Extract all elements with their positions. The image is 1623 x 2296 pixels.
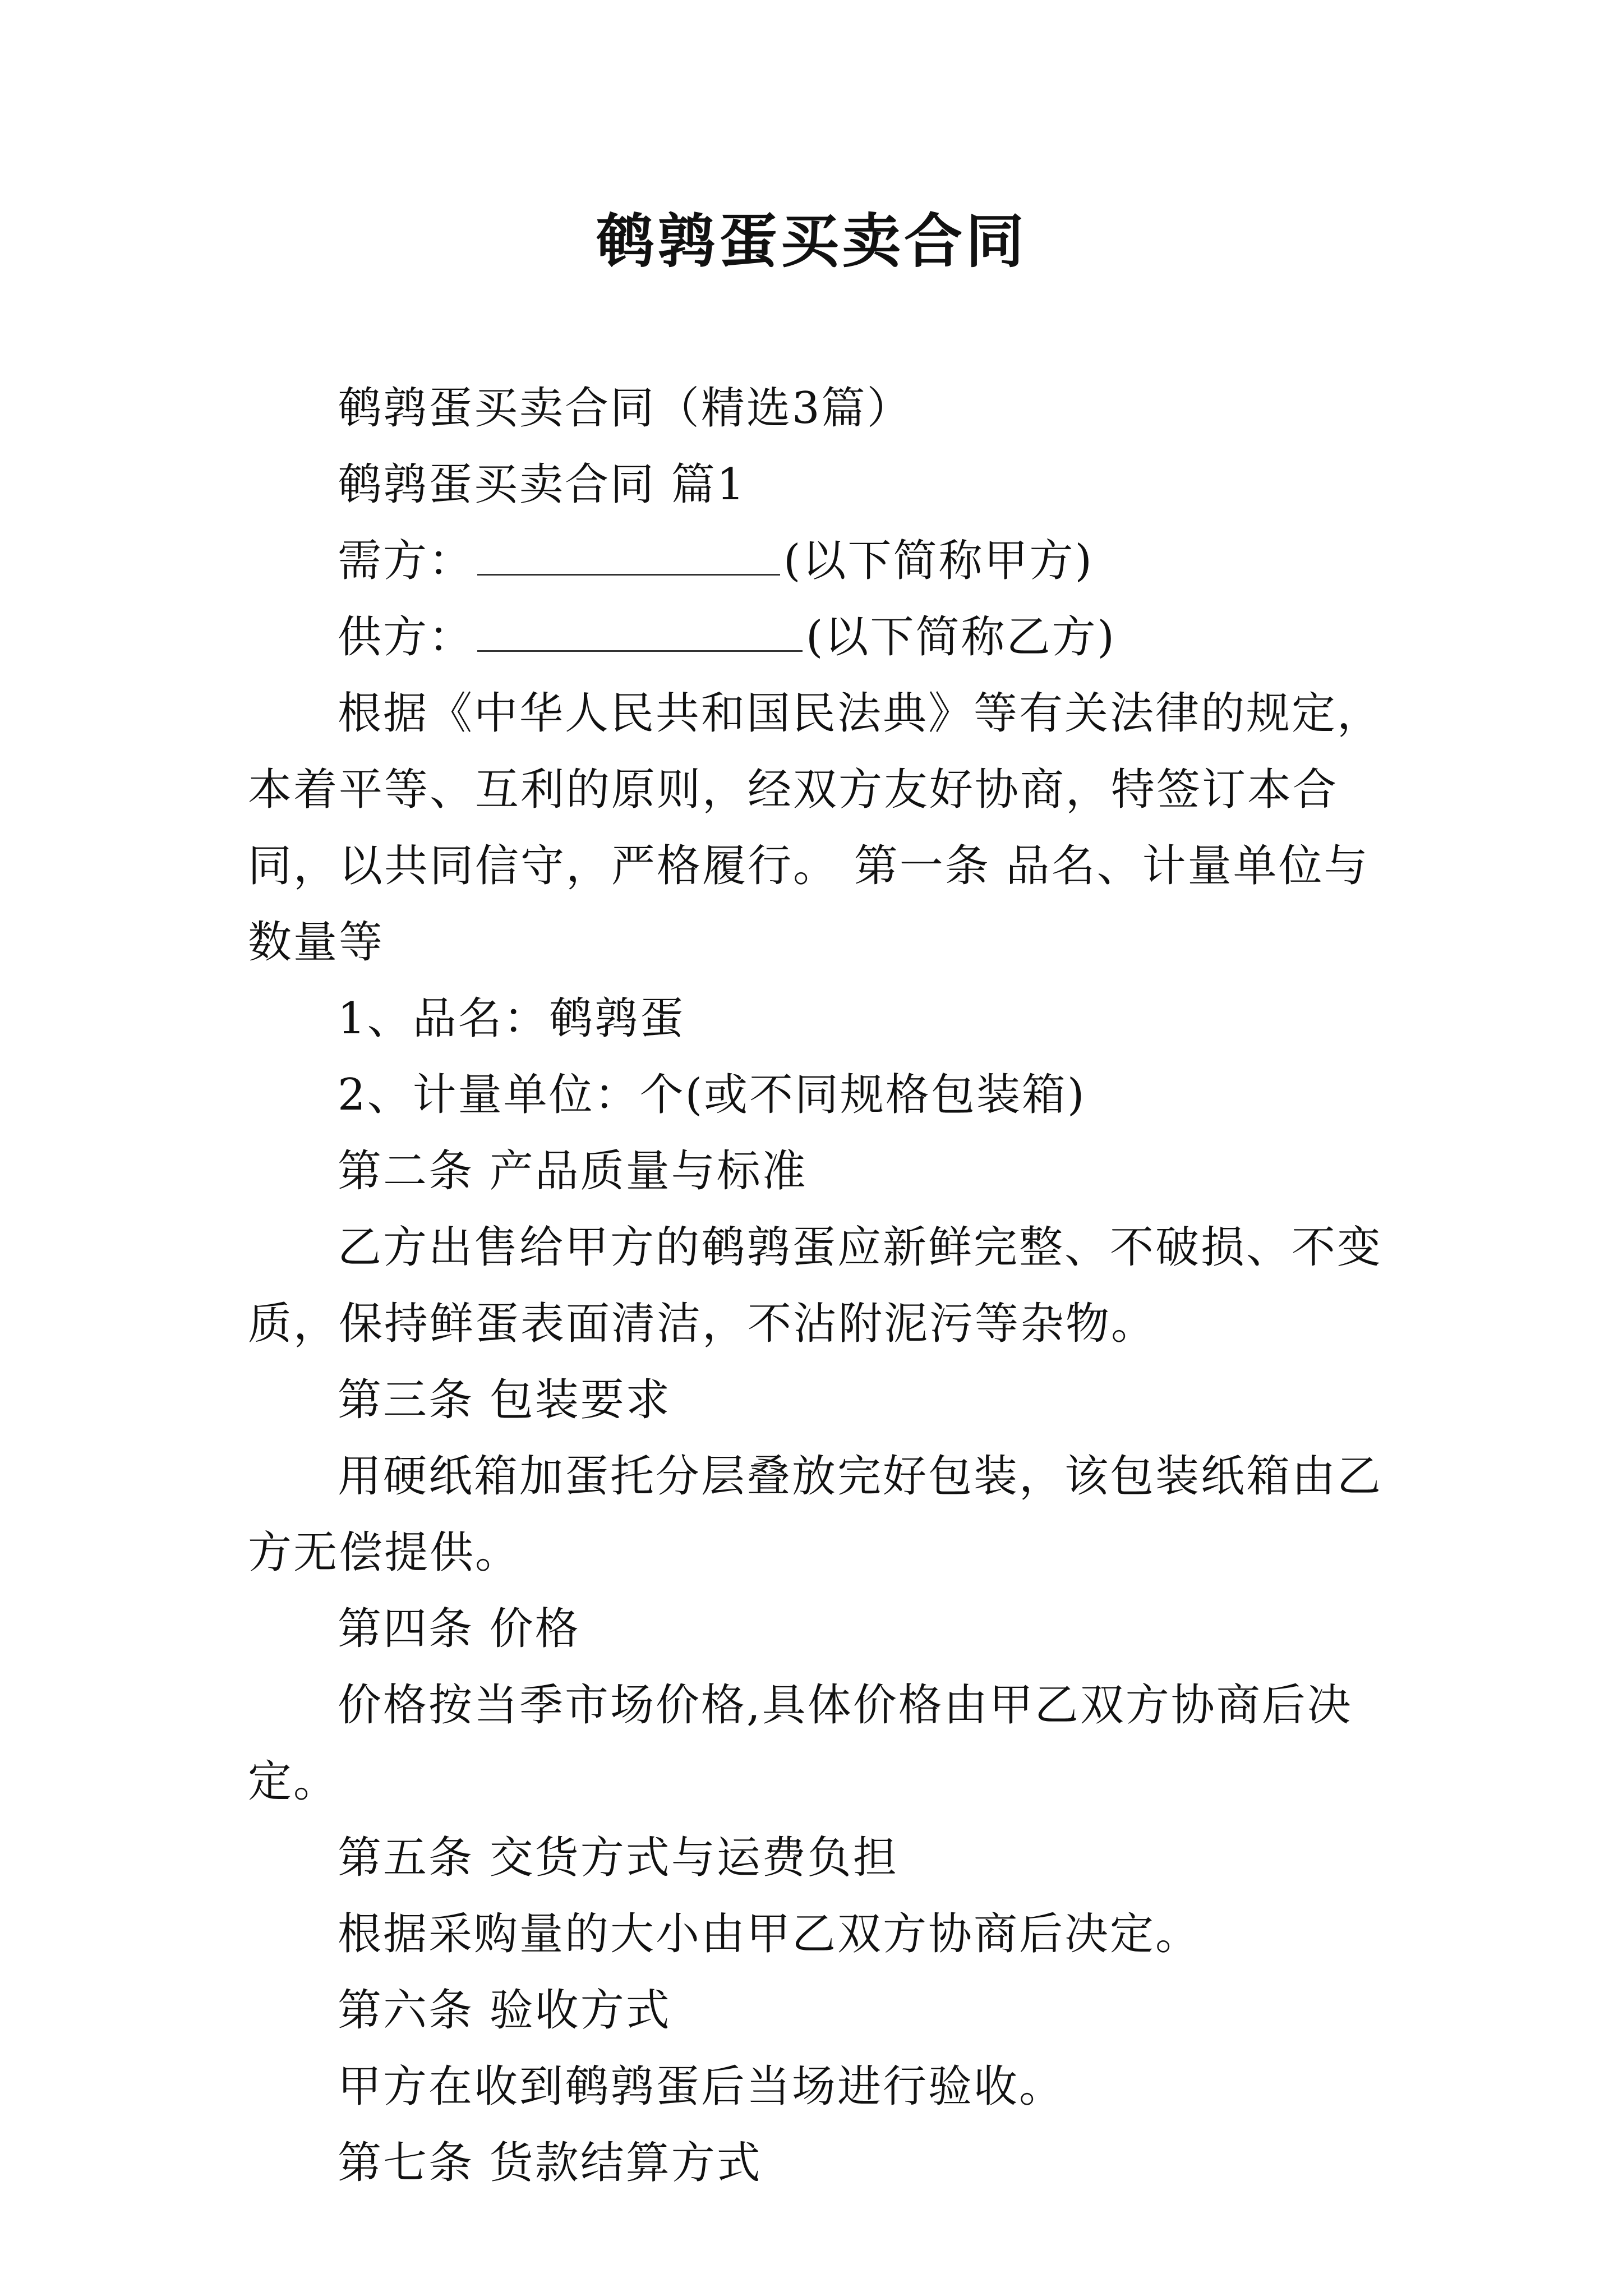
article-6-heading: 第六条 验收方式 — [338, 1985, 671, 2036]
article-5-heading: 第五条 交货方式与运费负担 — [338, 1833, 898, 1883]
article-3-heading: 第三条 包装要求 — [338, 1375, 671, 1425]
paragraph-subtitle: 鹌鹑蛋买卖合同（精选3篇） — [338, 383, 912, 434]
seller-line — [248, 599, 1392, 675]
article-2-body: 乙方出售给甲方的鹌鹑蛋应新鲜完整、不破损、不变质，保持鲜蛋表面清洁，不沾附泥污等杂物。 — [248, 1222, 1383, 1349]
paragraph-preamble: 根据《中华人民共和国民法典》等有关法律的规定，本着平等、互利的原则，经双方友好协商，特签订本合同，以共同信守，严格履行。 第一条 品名、计量单位与数量等 — [248, 688, 1383, 968]
article-7-heading: 第七条 货款结算方式 — [338, 2138, 762, 2188]
buyer-blank-field — [477, 526, 780, 576]
article-4-body: 价格按当季市场价格,具体价格由甲乙双方协商后决定。 — [248, 1680, 1353, 1807]
article-2-heading: 第二条 产品质量与标准 — [338, 1146, 808, 1197]
article-4-heading: 第四条 价格 — [338, 1604, 580, 1654]
paragraph-unit: 2、计量单位：个(或不同规格包装箱) — [338, 1070, 1086, 1120]
article-3-body: 用硬纸箱加蛋托分层叠放完好包装，该包装纸箱由乙方无偿提供。 — [248, 1451, 1383, 1578]
buyer-label: 需方： — [338, 536, 474, 586]
paragraph-product-name: 1、品名：鹌鹑蛋 — [338, 993, 685, 1044]
seller-suffix: (以下简称乙方) — [806, 612, 1116, 662]
document-body — [248, 370, 1392, 2201]
seller-blank-field — [477, 602, 803, 652]
article-5-body: 根据采购量的大小由甲乙双方协商后决定。 — [338, 1909, 1201, 1959]
paragraph-section-heading: 鹌鹑蛋买卖合同 篇1 — [338, 459, 746, 510]
article-6-body: 甲方在收到鹌鹑蛋后当场进行验收。 — [338, 2062, 1065, 2112]
document-title: 鹌鹑蛋买卖合同 — [595, 207, 1027, 275]
buyer-line — [248, 523, 1392, 599]
buyer-suffix: (以下简称甲方) — [783, 536, 1094, 586]
seller-label: 供方： — [338, 612, 474, 662]
